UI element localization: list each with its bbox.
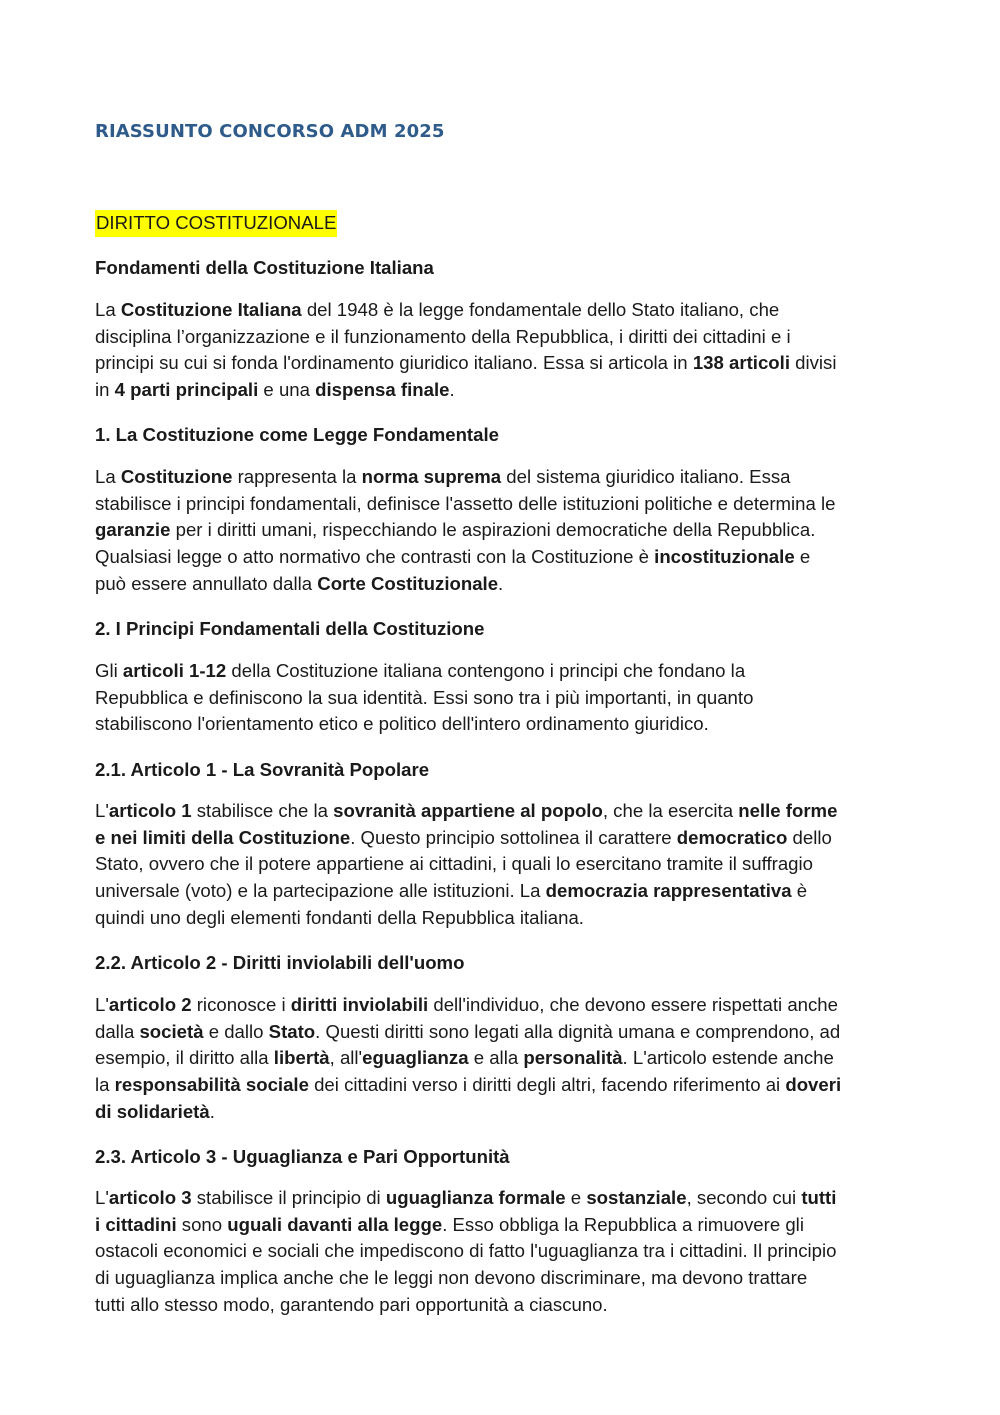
- bold-term: di solidarietà: [95, 1100, 210, 1122]
- text-line: La Costituzione Italiana del 1948 è la legge fondamentale dello Stato italiano, che: [95, 299, 780, 320]
- heading-articolo-3: 2.3. Articolo 3 - Uguaglianza e Pari Opportunità: [95, 1146, 510, 1167]
- bold-term: nelle forme: [738, 800, 838, 821]
- bold-term: articolo 1: [108, 800, 192, 821]
- text-line: universale (voto) e la partecipazione alle istituzioni. La democrazia rappresentativa è: [95, 880, 808, 902]
- bold-term: garanzie: [95, 519, 171, 541]
- text-line: Qualsiasi legge o atto normativo che contrasti con la Costituzione è incostituzionale e: [95, 546, 811, 568]
- heading-legge-fondamentale: 1. La Costituzione come Legge Fondamentale: [95, 424, 499, 445]
- heading-fondamenti: Fondamenti della Costituzione Italiana: [95, 257, 434, 278]
- paragraph-articolo-2: [95, 992, 910, 1126]
- bold-term: dispensa finale: [315, 379, 450, 401]
- bold-term: articoli 1-12: [122, 660, 227, 681]
- bold-term: responsabilità sociale: [114, 1074, 309, 1096]
- text-line: quindi uno degli elementi fondanti della Repubblica italiana.: [95, 906, 584, 928]
- text-line: stabilisce i principi fondamentali, definisce l'assetto delle istituzioni politiche e determina le: [95, 492, 836, 514]
- text-line: La Costituzione rappresenta la norma suprema del sistema giuridico italiano. Essa: [95, 466, 791, 487]
- text-line: in 4 parti principali e una dispensa finale.: [95, 379, 455, 401]
- paragraph-articolo-3: [95, 1185, 910, 1319]
- bold-term: incostituzionale: [654, 546, 795, 568]
- text-line: L'articolo 2 riconosce i diritti inviolabili dell'individuo, che devono essere rispettati anche: [95, 994, 838, 1015]
- bold-term: articolo 3: [108, 1187, 192, 1208]
- bold-term: uguali davanti alla legge: [227, 1213, 443, 1235]
- paragraph-articolo-1: [95, 798, 910, 932]
- bold-term: eguaglianza: [362, 1047, 469, 1069]
- paragraph-principi-fondamentali: [95, 658, 910, 738]
- heading-articolo-2: 2.2. Articolo 2 - Diritti inviolabili dell'uomo: [95, 952, 465, 973]
- heading-articolo-1: 2.1. Articolo 1 - La Sovranità Popolare: [95, 759, 430, 780]
- text-line: di uguaglianza implica anche che le leggi non devono discriminare, ma devono trattare: [95, 1267, 808, 1289]
- bold-term: Costituzione Italiana: [120, 299, 302, 320]
- bold-term: Stato: [268, 1020, 316, 1042]
- text-line: Gli articoli 1-12 della Costituzione italiana contengono i principi che fondano la: [95, 660, 746, 681]
- text-line: stabiliscono l'orientamento etico e politico dell'intero ordinamento giuridico.: [95, 713, 709, 735]
- text-line: L'articolo 1 stabilisce che la sovranità appartiene al popolo, che la esercita nelle forme: [95, 800, 838, 821]
- text-line: e nei limiti della Costituzione. Questo principio sottolinea il carattere democratico dello: [95, 826, 832, 848]
- text-line: disciplina l’organizzazione e il funzionamento della Repubblica, i diritti dei cittadini e i: [95, 325, 791, 347]
- text-line: la responsabilità sociale dei cittadini verso i diritti degli altri, facendo riferimento ai doveri: [95, 1074, 842, 1096]
- text-line: dalla società e dallo Stato. Questi diritti sono legati alla dignità umana e comprendono, ad: [95, 1020, 841, 1042]
- bold-term: doveri: [785, 1074, 842, 1096]
- bold-term: 4 parti principali: [114, 379, 259, 401]
- bold-term: società: [139, 1020, 204, 1042]
- paragraph-fondamenti: [95, 297, 910, 404]
- bold-term: i cittadini: [95, 1213, 177, 1235]
- text-line: garanzie per i diritti umani, rispecchiando le aspirazioni democratiche della Repubblica.: [95, 519, 816, 541]
- heading-principi-fondamentali: 2. I Principi Fondamentali della Costituzione: [95, 618, 485, 639]
- bold-term: 138 articoli: [692, 352, 790, 374]
- bold-term: uguaglianza formale: [385, 1187, 566, 1208]
- bold-term: democratico: [676, 826, 788, 848]
- document-title: RIASSUNTO CONCORSO ADM 2025: [95, 121, 445, 142]
- bold-term: tutti: [801, 1187, 837, 1208]
- text-line: esempio, il diritto alla libertà, all'eguaglianza e alla personalità. L'articolo estende anche: [95, 1047, 834, 1069]
- bold-term: democrazia rappresentativa: [545, 880, 792, 902]
- text-line: Stato, ovvero che il potere appartiene ai cittadini, i quali lo esercitano tramite il suffragio: [95, 853, 813, 875]
- text-line: principi su cui si fonda l'ordinamento giuridico italiano. Essa si articola in 138 articoli divisi: [95, 352, 837, 374]
- text-line: ostacoli economici e sociali che impediscono di fatto l'uguaglianza tra i cittadini. Il principio: [95, 1240, 837, 1262]
- bold-term: Corte Costituzionale: [317, 572, 499, 594]
- bold-term: e nei limiti della Costituzione: [95, 826, 351, 848]
- bold-term: personalità: [523, 1047, 623, 1069]
- text-line: tutti allo stesso modo, garantendo pari opportunità a ciascuno.: [95, 1293, 608, 1315]
- paragraph-legge-fondamentale: [95, 464, 910, 598]
- bold-term: Costituzione: [120, 466, 233, 487]
- bold-term: norma suprema: [361, 466, 502, 487]
- text-line: L'articolo 3 stabilisce il principio di uguaglianza formale e sostanziale, secondo cui tutti: [95, 1187, 837, 1208]
- bold-term: articolo 2: [108, 994, 192, 1015]
- bold-term: libertà: [273, 1047, 330, 1069]
- bold-term: sovranità appartiene al popolo: [333, 800, 603, 821]
- text-line: i cittadini sono uguali davanti alla legge. Esso obbliga la Repubblica a rimuovere gli: [95, 1213, 804, 1235]
- bold-term: diritti inviolabili: [290, 994, 429, 1015]
- text-line: di solidarietà.: [95, 1100, 215, 1122]
- bold-term: sostanziale: [586, 1187, 687, 1208]
- text-line: può essere annullato dalla Corte Costituzionale.: [95, 572, 504, 594]
- section-heading-highlighted: DIRITTO COSTITUZIONALE: [95, 210, 337, 237]
- text-line: Repubblica e definiscono la sua identità. Essi sono tra i più importanti, in quanto: [95, 686, 754, 708]
